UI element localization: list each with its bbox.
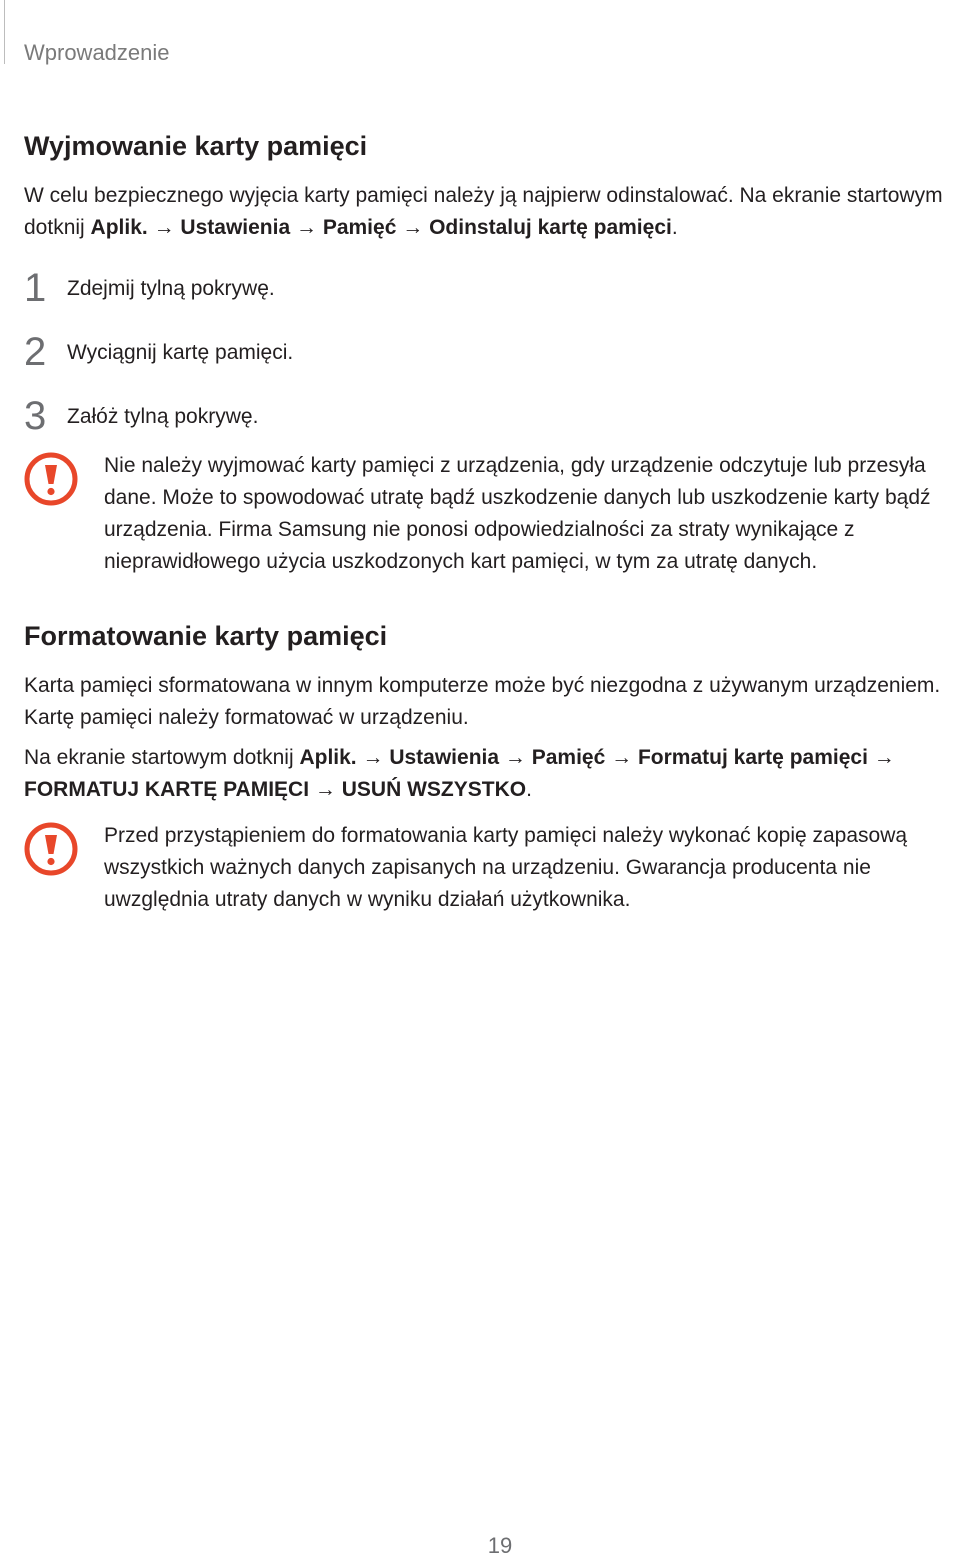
remove-intro-prefix: W celu bezpiecznego wyjęcia karty pamięci należy ją najpierw odinstalować. Na ekranie startowym dotknij (24, 184, 943, 239)
path-step: Ustawienia (180, 216, 291, 239)
step-number: 1 (24, 266, 47, 310)
format-paragraph: Karta pamięci sformatowana w innym komputerze może być niezgodna z używanym urządzeniem. Kartę pamięci należy formatować w urządzeniu. (24, 674, 941, 729)
path-arrow: → (362, 746, 384, 769)
running-header: Wprowadzenie (24, 40, 170, 65)
page-number: 19 (487, 1533, 513, 1558)
remove-intro-suffix: . (671, 216, 678, 239)
step-text: Zdejmij tylną pokrywę. (67, 277, 275, 300)
path-step: FORMATUJ KARTĘ PAMIĘCI (24, 778, 310, 801)
path-arrow: → (873, 746, 895, 769)
format-path-paragraph (24, 742, 960, 806)
exclamation-warning-icon (24, 822, 78, 876)
path-step: Pamięć (531, 746, 606, 769)
path-arrow: → (402, 216, 424, 239)
warning-text: Przed przystąpieniem do formatowania karty pamięci należy wykonać kopię zapasową wszystkich ważnych danych zapisanych na urządzeniu. Gwarancja producenta nie uwzględnia utraty danych w wyniku działań użytkownika. (104, 824, 908, 911)
exclamation-warning-icon (24, 452, 78, 506)
format-path-prefix: Na ekranie startowym dotknij (24, 746, 300, 769)
format-path-suffix: . (526, 778, 532, 801)
warning-text: Nie należy wyjmować karty pamięci z urządzenia, gdy urządzenie odczytuje lub przesyła dane. Może to spowodować utratę bądź uszkodzenie danych lub uszkodzenie karty bądź urządzenia. Firma Samsung nie ponosi odpowiedzialności za straty wynikające z nieprawidłowego użycia uszkodzonych kart pamięci, w tym za utratę danych. (104, 454, 931, 573)
path-arrow: → (611, 746, 633, 769)
path-step: USUŃ WSZYSTKO (341, 778, 527, 801)
path-arrow: → (153, 216, 175, 239)
path-step: Ustawienia (389, 746, 500, 769)
step-number: 3 (24, 394, 47, 438)
path-step: Pamięć (322, 216, 397, 239)
step-number: 2 (24, 330, 47, 374)
path-arrow: → (314, 778, 336, 801)
path-step: Odinstaluj kartę pamięci (429, 216, 672, 239)
path-arrow: → (504, 746, 526, 769)
remove-intro-paragraph (24, 180, 960, 244)
step-text: Załóż tylną pokrywę. (67, 405, 259, 428)
path-step: Formatuj kartę pamięci (637, 746, 868, 769)
step-text: Wyciągnij kartę pamięci. (67, 341, 294, 364)
path-step: Aplik. (299, 746, 357, 769)
section-title-format-card: Formatowanie karty pamięci (24, 621, 388, 651)
path-step: Aplik. (90, 216, 148, 239)
corner-rule (4, 0, 5, 64)
section-title-remove-card: Wyjmowanie karty pamięci (24, 131, 368, 161)
path-arrow: → (295, 216, 317, 239)
